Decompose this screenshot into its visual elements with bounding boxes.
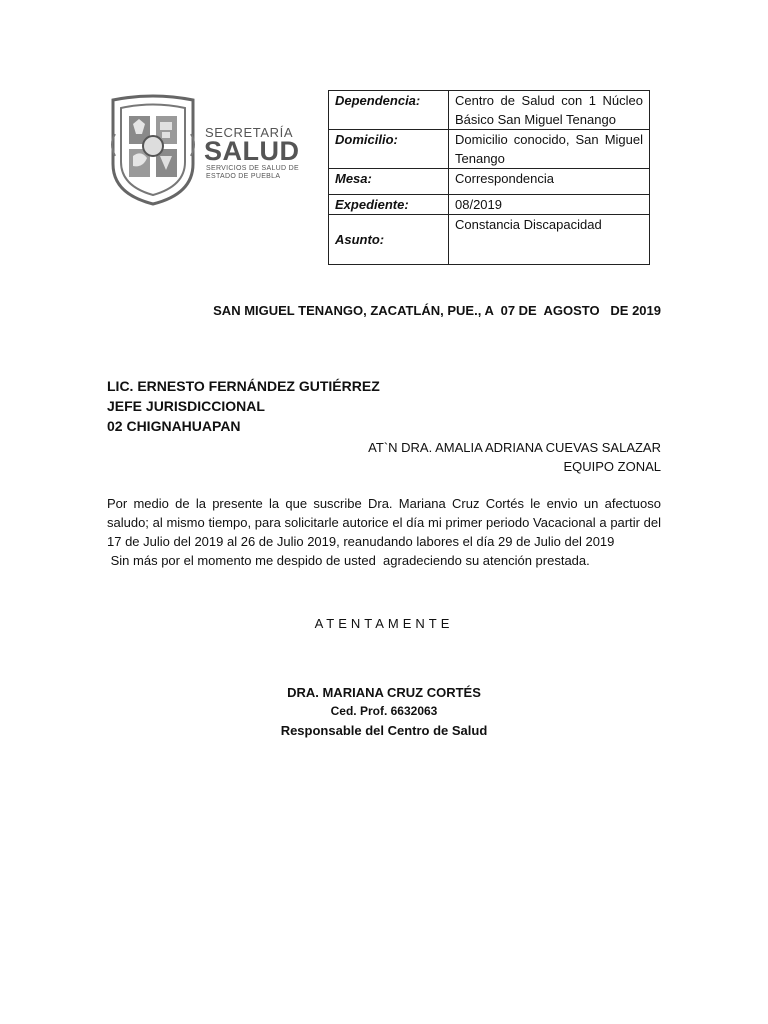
mesa-value: Correspondencia xyxy=(449,169,650,195)
closing-atentamente: ATENTAMENTE xyxy=(314,616,454,631)
dependencia-label: Dependencia: xyxy=(329,91,449,130)
asunto-value: Constancia Discapacidad xyxy=(449,215,650,265)
logo-salud-text: SALUD xyxy=(204,136,300,166)
signer-role: Responsable del Centro de Salud xyxy=(280,723,488,738)
domicilio-value: Domicilio conocido, San Miguel Tenango xyxy=(449,130,650,169)
table-row xyxy=(329,169,650,195)
domicilio-label: Domicilio: xyxy=(329,130,449,169)
dependencia-value: Centro de Salud con 1 Núcleo Básico San Miguel Tenango xyxy=(449,91,650,130)
body-paragraph-request: Por medio de la presente la que suscribe Dra. Mariana Cruz Cortés le envio un afectuoso saludo; al mismo tiempo, para solicitarle autorice el día mi primer periodo Vacacional a partir del 17 de Julio del 2019 al 26 de Julio 2019, reanudando labores el día 29 de Julio del 2019 xyxy=(107,496,661,549)
logo-subtitle: SERVICIOS DE SALUD DE ESTADO DE PUEBLA xyxy=(206,165,299,180)
table-row xyxy=(329,215,650,265)
table-row xyxy=(329,91,650,130)
table-row xyxy=(329,195,650,215)
expediente-value: 08/2019 xyxy=(449,195,650,215)
document-info-table xyxy=(328,90,650,265)
recipient-name: LIC. ERNESTO FERNÁNDEZ GUTIÉRREZ xyxy=(107,378,380,394)
logo-secretaria-text: SECRETARÍA xyxy=(205,125,294,140)
attention-team: EQUIPO ZONAL xyxy=(563,459,661,474)
expediente-label: Expediente: xyxy=(329,195,449,215)
puebla-coat-of-arms-icon xyxy=(107,94,199,206)
body-paragraph-farewell: Sin más por el momento me despido de usted agradeciendo su atención prestada. xyxy=(107,553,590,568)
signature-block xyxy=(107,683,661,740)
signer-name: DRA. MARIANA CRUZ CORTÉS xyxy=(287,685,481,700)
place-date-line: SAN MIGUEL TENANGO, ZACATLÁN, PUE., A 07 DE AGOSTO DE 2019 xyxy=(213,303,661,318)
asunto-label: Asunto: xyxy=(329,215,449,265)
mesa-label: Mesa: xyxy=(329,169,449,195)
recipient-position: JEFE JURISDICCIONAL xyxy=(107,398,265,414)
recipient-block xyxy=(107,376,380,436)
secretaria-salud-logo xyxy=(107,94,317,210)
table-row xyxy=(329,130,650,169)
attention-block xyxy=(368,438,661,476)
recipient-office: 02 CHIGNAHUAPAN xyxy=(107,418,241,434)
letter-body xyxy=(107,494,661,570)
attention-name: AT`N DRA. AMALIA ADRIANA CUEVAS SALAZAR xyxy=(368,440,661,455)
signer-license: Ced. Prof. 6632063 xyxy=(330,704,438,718)
